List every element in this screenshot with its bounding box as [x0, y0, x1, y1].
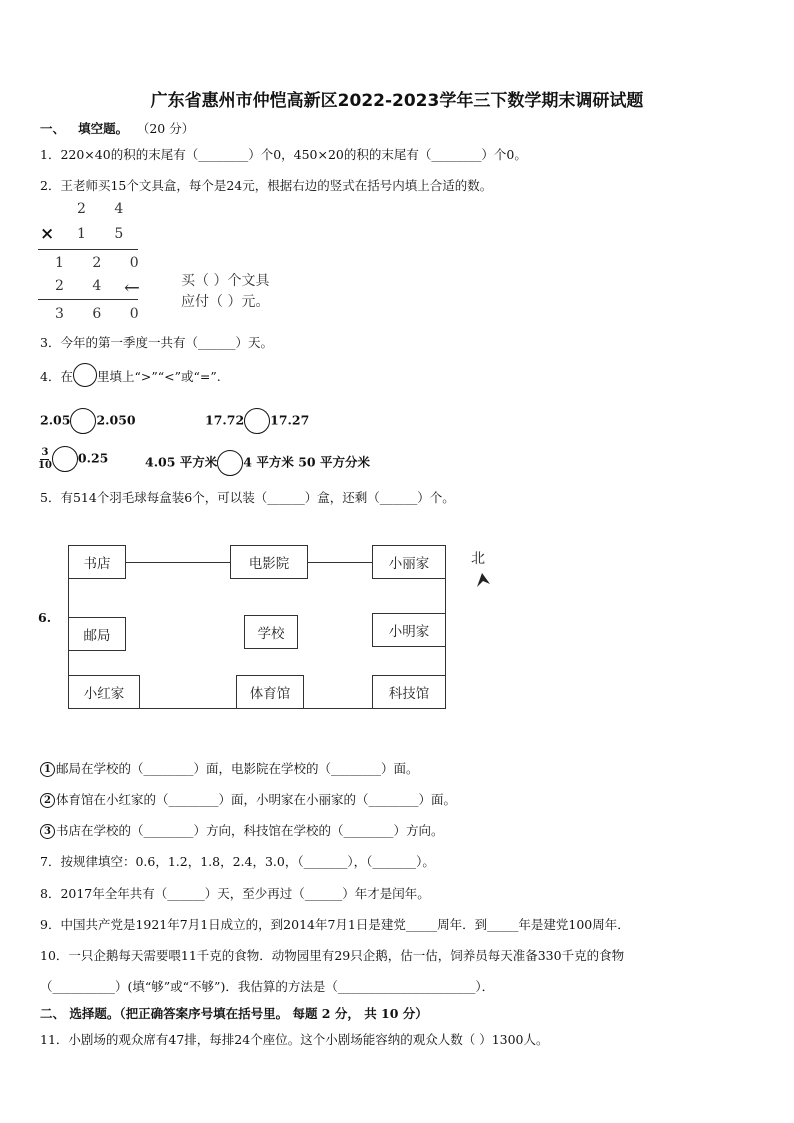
fraction-denominator: 10	[38, 459, 52, 471]
question-5: 5．有514个羽毛球每盒装6个，可以装（______）盒，还剩（______）个。	[40, 490, 455, 505]
map-post-office: 邮局	[68, 617, 126, 651]
compare-d-left: 4.05 平方米	[145, 454, 218, 470]
section1-score: （20 分）	[136, 121, 195, 136]
compare-item-d	[145, 450, 370, 476]
question-11: 11．小剧场的观众席有47排，每排24个座位。这个小剧场能容纳的观众人数（ ）1300人。	[40, 1032, 549, 1047]
question-6-part-1	[40, 759, 419, 777]
part-3-text: 书店在学校的（________）方向，科技馆在学校的（________）方向。	[56, 823, 444, 838]
calc-row-4: 2 4	[55, 278, 114, 294]
question-4	[40, 367, 221, 387]
circled-number-1: 1	[40, 762, 55, 777]
compare-b-right: 17.27	[270, 412, 310, 428]
calc-row-2: 1 5	[77, 226, 136, 242]
calc-note-1: 买（ ）个文具	[181, 273, 270, 289]
north-arrow-icon	[473, 571, 493, 589]
left-arrow-icon: ←	[124, 277, 140, 299]
north-label: 北	[471, 551, 485, 567]
calc-row-3: 1 2 0	[55, 255, 151, 271]
part-1-text: 邮局在学校的（________）面，电影院在学校的（________）面。	[56, 761, 419, 776]
page-title: 广东省惠州市仲恺高新区2022-2023学年三下数学期末调研试题	[150, 91, 644, 111]
question-2: 2．王老师买15个文具盒，每个是24元，根据右边的竖式在括号内填上合适的数。	[40, 178, 493, 193]
question-3: 3．今年的第一季度一共有（______）天。	[40, 335, 273, 350]
question-8: 8．2017年全年共有（______）天，至少再过（______）年才是闰年。	[40, 886, 430, 901]
map-xiaoming-home: 小明家	[372, 613, 446, 647]
question-6-part-2	[40, 790, 456, 808]
compare-item-c	[38, 446, 108, 472]
fraction	[38, 447, 52, 472]
question-6-part-3	[40, 821, 444, 839]
compare-a-right: 2.050	[96, 412, 136, 428]
section1-heading	[40, 119, 194, 137]
circled-number-2: 2	[40, 793, 55, 808]
question-4-post: 里填上“>”“<”或“=”.	[96, 369, 221, 384]
compare-d-right: 4 平方米 50 平方分米	[243, 454, 370, 470]
map-cinema: 电影院	[230, 545, 308, 579]
calc-line-1	[38, 249, 138, 250]
question-1: 1．220×40的积的末尾有（________）个0，450×20的积的末尾有（________）个0。	[40, 147, 527, 162]
calc-line-2	[38, 299, 138, 300]
part-2-text: 体育馆在小红家的（________）面，小明家在小丽家的（________）面。	[56, 792, 457, 807]
question-10-line-2: （__________）(填“够”或“不够”)．我估算的方法是（______________________）．	[40, 979, 495, 994]
map-school: 学校	[244, 615, 298, 649]
calc-row-1: 2 4	[77, 201, 136, 217]
compare-item-b	[205, 408, 309, 434]
compare-a-circle[interactable]	[70, 408, 96, 434]
answer-circle[interactable]	[73, 363, 97, 387]
compare-b-circle[interactable]	[244, 408, 270, 434]
question-6-number: 6.	[38, 610, 52, 625]
question-9: 9．中国共产党是1921年7月1日成立的，到2014年7月1日是建党_____周年．到_____年是建党100周年．	[40, 917, 630, 932]
compare-item-a	[40, 408, 136, 434]
compare-a-left: 2.05	[40, 412, 71, 428]
section1-number: 一、	[40, 121, 66, 136]
fraction-numerator: 3	[41, 446, 49, 458]
section2-heading: 二、 选择题。（把正确答案序号填在括号里。 每题 2 分， 共 10 分）	[40, 1006, 428, 1021]
map-science-museum: 科技馆	[372, 675, 446, 709]
question-10-line-1: 10．一只企鹅每天需要喂11千克的食物．动物园里有29只企鹅，估一估，饲养员每天准备330千克的食物	[40, 948, 625, 963]
compare-c-right: 0.25	[77, 450, 109, 466]
map-xiaohong-home: 小红家	[68, 675, 140, 709]
compare-b-left: 17.72	[205, 412, 245, 428]
section1-title: 填空题。	[78, 121, 129, 136]
question-4-pre: 4．在	[40, 369, 73, 384]
calc-note-2: 应付（ ）元。	[181, 294, 270, 310]
times-sign: ×	[40, 224, 55, 244]
map-bookstore: 书店	[68, 545, 126, 579]
compare-d-circle[interactable]	[217, 450, 243, 476]
circled-number-3: 3	[40, 824, 55, 839]
question-7: 7．按规律填空：0.6，1.2，1.8，2.4，3.0，（_______），（_______）。	[40, 854, 435, 869]
map-xiaoli-home: 小丽家	[372, 545, 446, 579]
map-gym: 体育馆	[236, 675, 304, 709]
compare-c-circle[interactable]	[52, 446, 78, 472]
calc-row-5: 3 6 0	[55, 306, 151, 322]
